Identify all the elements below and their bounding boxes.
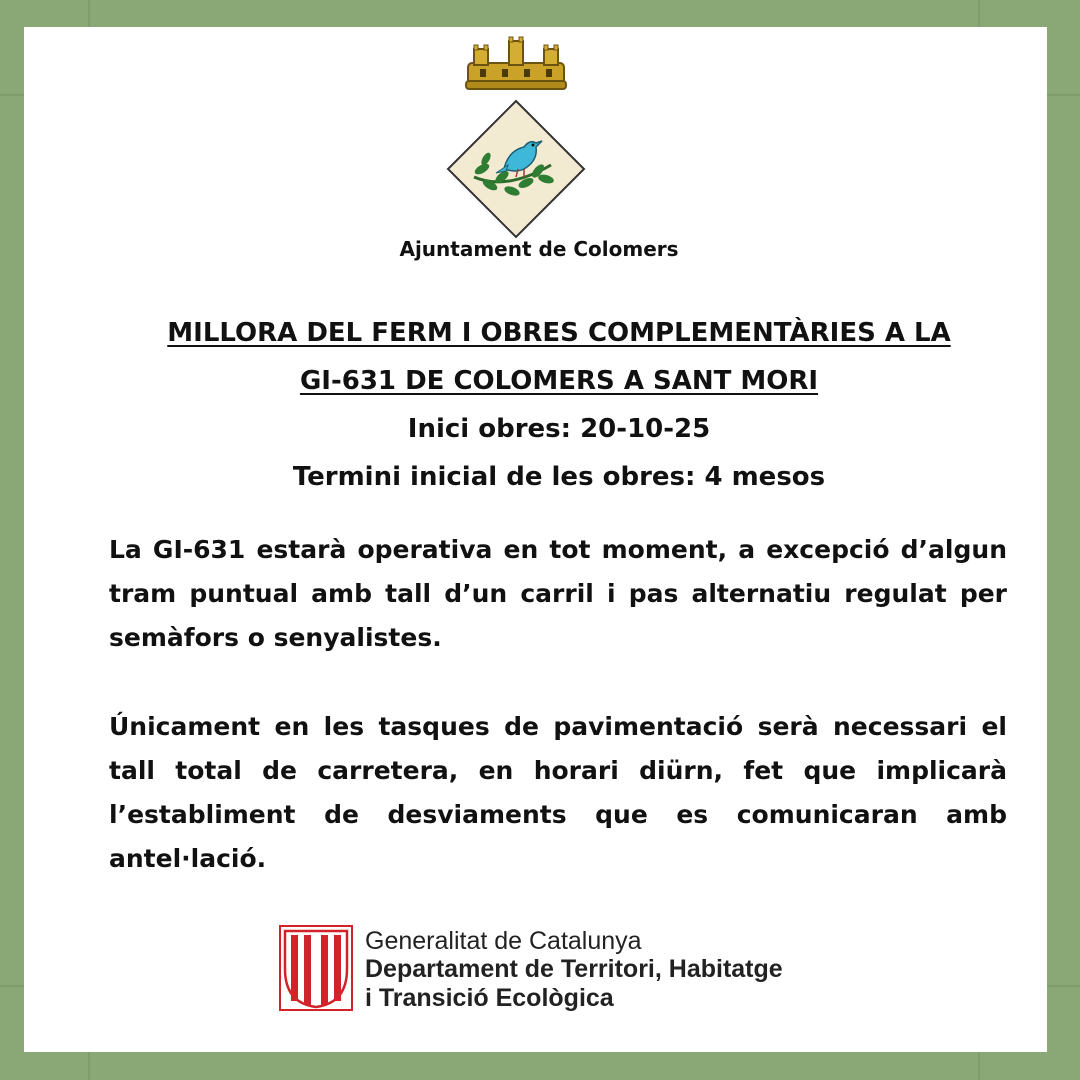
frame-line bbox=[0, 94, 24, 96]
generalitat-text bbox=[365, 927, 783, 1013]
frame-line bbox=[0, 985, 24, 987]
senyera-emblem-icon bbox=[279, 925, 353, 1011]
mural-crown-icon bbox=[460, 33, 572, 93]
municipality-name: Ajuntament de Colomers bbox=[399, 237, 679, 261]
start-date: Inici obres: 20-10-25 bbox=[407, 414, 711, 444]
generalitat-name: Generalitat de Catalunya bbox=[365, 927, 642, 955]
duration: Termini inicial de les obres: 4 mesos bbox=[292, 462, 826, 492]
frame-line bbox=[978, 1052, 980, 1080]
frame-line bbox=[88, 0, 90, 27]
coat-of-arms-dove-icon bbox=[446, 99, 586, 239]
notice-heading bbox=[84, 309, 1034, 501]
frame-line bbox=[1047, 985, 1080, 987]
notice-title-line1: MILLORA DEL FERM I OBRES COMPLEMENTÀRIES A LA bbox=[167, 318, 951, 348]
generalitat-logo bbox=[279, 925, 839, 1015]
notice-card bbox=[24, 27, 1047, 1052]
notice-title-line2: GI-631 DE COLOMERS A SANT MORI bbox=[299, 366, 819, 396]
department-name-line1: Departament de Territori, Habitatge bbox=[365, 955, 783, 983]
paragraph-operativity: La GI-631 estarà operativa en tot moment, a excepció d’algun tram puntual amb tall d’un carril i pas alternatiu regulat per semàfors o senyalistes. bbox=[109, 535, 1007, 652]
frame-line bbox=[978, 0, 980, 27]
frame-line bbox=[88, 1052, 90, 1080]
department-name-line2: i Transició Ecològica bbox=[365, 984, 614, 1012]
paragraph-paving: Únicament en les tasques de pavimentació serà necessari el tall total de carretera, en horari diürn, fet que implicarà l’establiment de desviaments que es comunicaran amb antel·lació. bbox=[109, 712, 1007, 873]
frame-line bbox=[1047, 94, 1080, 96]
